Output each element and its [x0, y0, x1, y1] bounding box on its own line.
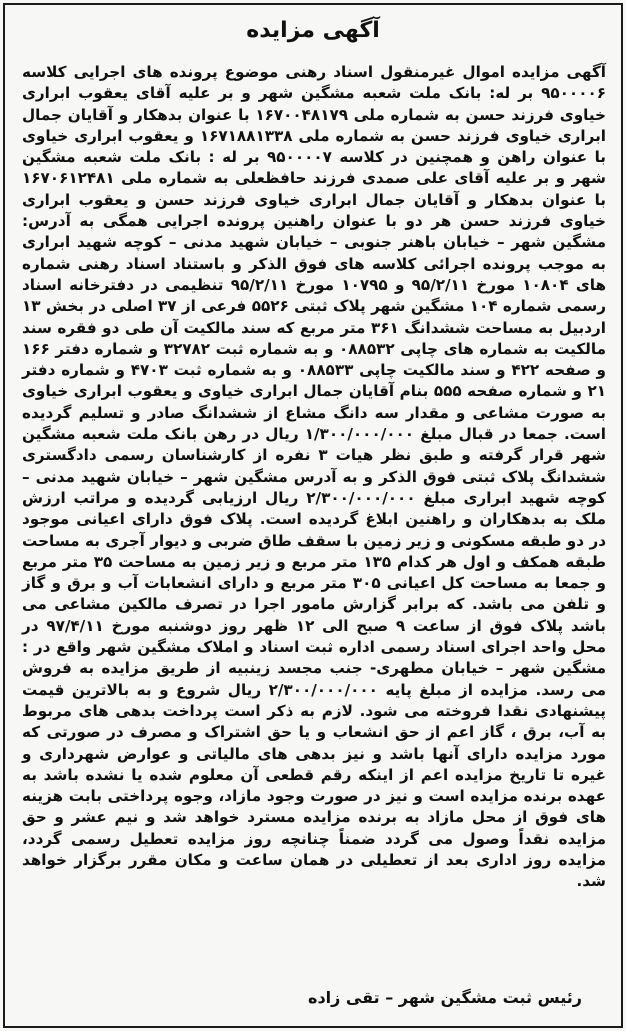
notice-body: آگهی مزایده اموال غیرمنقول اسناد رهنی موضوع پرونده های اجرایی کلاسه ۹۵۰۰۰۰۶ بر له: بانک ملت شعبه مشگین شهر و بر علیه آقای یعقوب ابراری خیاوی فرزند حسن به شماره ملی ۱۶۷۰۰۴۸۱۷۹ با عنوان بدهکار و آقایان جمال ابراری خیاوی فرزند حسن به شماره ملی ۱۶۷۱۸۸۱۳۳۸ و یعقوب ابراری خیاوی با عنوان راهن و همچنین در کلاسه ۹۵۰۰۰۰۷ بر له : بانک ملت شعبه مشگین شهر و بر علیه آقای علی صمدی فرزند حافظعلی به شماره ملی ۱۶۷۰۶۱۲۴۸۱ با عنوان بدهکار و آقایان جمال ابراری خیاوی فرزند حسن و یعقوب ابراری خیاوی فرزند حسن هر دو با عنوان راهنین پرونده اجرایی همگی به آدرس: مشگین شهر – خیابان باهنر جنوبی – خیابان شهید مدنی – کوچه شهید ابراری به موجب پرونده اجرائی کلاسه های فوق الذکر و باستناد اسناد رهنی شماره های ۱۰۸۰۴ مورخ ۹۵/۲/۱۱ و ۱۰۷۹۵ مورخ ۹۵/۲/۱۱ تنظیمی در دفترخانه اسناد رسمی شماره ۱۰۴ مشگین شهر پلاک ثبتی ۵۵۲۶ فرعی از ۳۷ اصلی در بخش ۱۳ اردبیل به مساحت ششدانگ ۳۶۱ متر مربع که سند مالکیت آن طی دو فقره سند مالکیت به شماره های چاپی ۰۸۸۵۳۲ و به شماره ثبت ۳۲۷۸۲ و شماره دفتر ۱۶۶ و صفحه ۴۲۲ و سند مالکیت چاپی ۰۸۸۵۳۳ و به شماره ثبت ۴۷۰۳ و شماره دفتر ۲۱ و شماره صفحه ۵۵۵ بنام آقایان جمال ابراری خیاوی و یعقوب ابراری خیاوی به صورت مشاعی و مقدار سه دانگ مشاع از ششدانگ صادر و تسلیم گردیده است. جمعا در قبال مبلغ ۱/۳۰۰/۰۰۰/۰۰۰ ریال در رهن بانک ملت شعبه مشگین شهر قرار گرفته و طبق نظر هیات ۳ نفره از کارشناسان رسمی دادگستری ششدانگ پلاک ثبتی فوق الذکر و به آدرس مشگین شهر – خیابان شهید مدنی – کوچه شهید ابراری مبلغ ۲/۳۰۰/۰۰۰/۰۰۰ ریال ارزیابی گردیده و مراتب ارزش ملک به بدهکاران و راهنین ابلاغ گردیده است. پلاک فوق دارای اعیانی موجود در دو طبقه مسکونی و زیر زمین با سقف طاق ضربی و دیوار آجری به مساحت طبقه همکف و اول هر کدام ۱۳۵ متر مربع و زیر زمین به مساحت ۳۵ متر مربع و جمعا به مساحت کل اعیانی ۳۰۵ متر مربع و دارای انشعابات آب و برق و گاز و تلفن می باشد. که برابر گزارش مامور اجرا در تصرف مالکین مشاعی می باشد پلاک فوق از ساعت ۹ صبح الی ۱۲ ظهر روز دوشنبه مورخ ۹۷/۴/۱۱ در محل واحد اجرای اسناد رسمی اداره ثبت اسناد و املاک مشگین شهر واقع در : مشگین شهر – خیابان مطهری- جنب مجسد زینبیه از طریق مزایده به فروش می رسد. مزایده از مبلغ پایه ۲/۳۰۰/۰۰۰/۰۰۰ ریال شروع و به بالاترین قیمت پیشنهادی نقدا فروخته می شود. لازم به ذکر است پرداخت بدهی های مربوط به آب، برق ، گاز اعم از حق انشعاب و یا حق اشتراک و مصرف در صورتی که مورد مزایده دارای آنها باشد و نیز بدهی های مالیاتی و عوارض شهرداری و غیره تا تاریخ مزایده اعم از اینکه رقم قطعی آن معلوم شده یا نشده باشد به عهده برنده مزایده است و نیز در صورت وجود مازاد، وجوه پرداختی بابت هزینه های فوق از محل مازاد به برنده مزایده مسترد خواهد شد و نیم عشر و حق مزایده نقداً وصول می گردد ضمناً چنانچه روز مزایده تعطیل رسمی گردد، مزایده روز اداری بعد از تعطیلی در همان ساعت و مکان مقرر برگزار خواهد شد. — [22, 63, 607, 891]
notice-signature: رئیس ثبت مشگین شهر – تقی زاده — [308, 988, 582, 1007]
notice-title: آگهی مزایده — [246, 18, 380, 43]
